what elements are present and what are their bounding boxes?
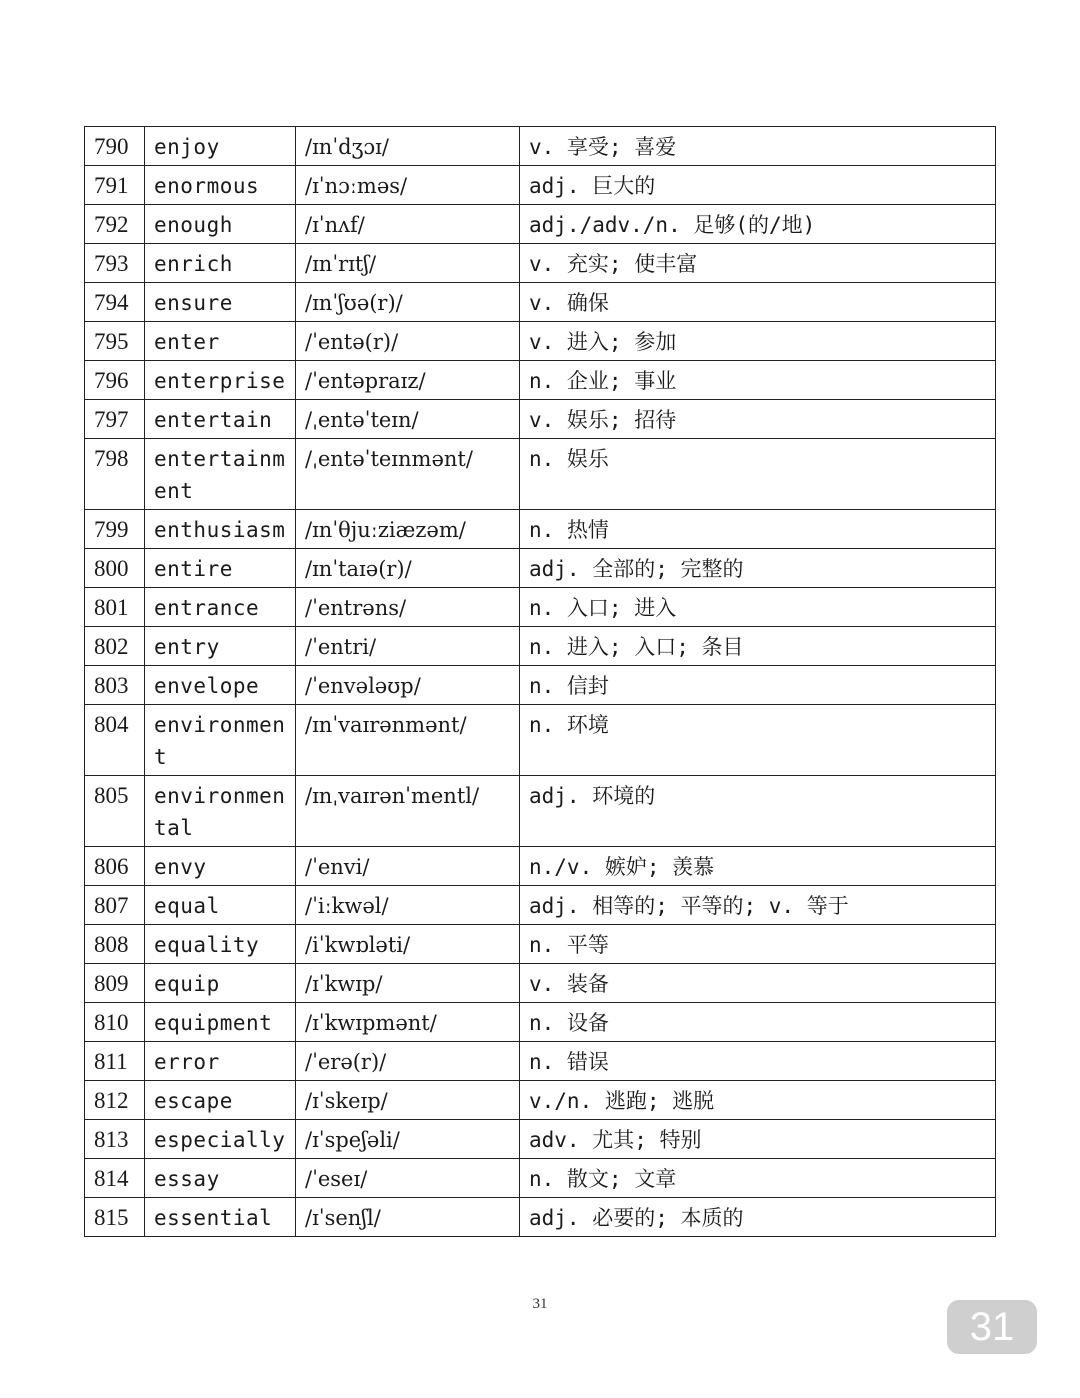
entry-meaning: n. 热情 — [520, 510, 996, 549]
entry-number: 791 — [85, 166, 145, 205]
entry-word: entertainment — [145, 439, 296, 510]
entry-meaning: v. 娱乐; 招待 — [520, 400, 996, 439]
entry-phonetic: /ˈentrəns/ — [296, 588, 520, 627]
entry-number: 794 — [85, 283, 145, 322]
table-row — [85, 776, 996, 847]
entry-meaning: adj. 环境的 — [520, 776, 996, 847]
entry-word: envelope — [145, 666, 296, 705]
entry-word: enough — [145, 205, 296, 244]
entry-number: 810 — [85, 1003, 145, 1042]
entry-number: 797 — [85, 400, 145, 439]
entry-phonetic: /ˌentəˈteɪnmənt/ — [296, 439, 520, 510]
table-row — [85, 666, 996, 705]
entry-meaning: v. 装备 — [520, 964, 996, 1003]
table-row — [85, 1159, 996, 1198]
entry-number: 807 — [85, 886, 145, 925]
table-row — [85, 127, 996, 166]
entry-phonetic: /ɪˈsenʃl/ — [296, 1198, 520, 1237]
entry-word: environment — [145, 705, 296, 776]
entry-word: ensure — [145, 283, 296, 322]
entry-meaning: v./n. 逃跑; 逃脱 — [520, 1081, 996, 1120]
page-number: 31 — [532, 1296, 548, 1312]
entry-meaning: n. 散文; 文章 — [520, 1159, 996, 1198]
table-row — [85, 322, 996, 361]
table-row — [85, 1120, 996, 1159]
entry-meaning: n. 平等 — [520, 925, 996, 964]
table-row — [85, 1081, 996, 1120]
entry-word: essay — [145, 1159, 296, 1198]
table-row — [85, 283, 996, 322]
entry-word: enrich — [145, 244, 296, 283]
entry-phonetic: /ɪnˈrɪtʃ/ — [296, 244, 520, 283]
table-row — [85, 705, 996, 776]
entry-meaning: n. 娱乐 — [520, 439, 996, 510]
table-row — [85, 925, 996, 964]
entry-meaning: adj. 相等的; 平等的; v. 等于 — [520, 886, 996, 925]
entry-number: 804 — [85, 705, 145, 776]
entry-phonetic: /ɪˈskeɪp/ — [296, 1081, 520, 1120]
entry-number: 800 — [85, 549, 145, 588]
entry-number: 812 — [85, 1081, 145, 1120]
entry-word: entry — [145, 627, 296, 666]
entry-word: enterprise — [145, 361, 296, 400]
table-row — [85, 205, 996, 244]
entry-phonetic: /ˈentəpraɪz/ — [296, 361, 520, 400]
entry-phonetic: /ɪˈkwɪp/ — [296, 964, 520, 1003]
entry-phonetic: /ˈentri/ — [296, 627, 520, 666]
table-row — [85, 964, 996, 1003]
entry-number: 790 — [85, 127, 145, 166]
entry-phonetic: /ɪnˈʃʊə(r)/ — [296, 283, 520, 322]
entry-word: entire — [145, 549, 296, 588]
entry-phonetic: /ˈentə(r)/ — [296, 322, 520, 361]
entry-word: equality — [145, 925, 296, 964]
entry-meaning: v. 进入; 参加 — [520, 322, 996, 361]
entry-word: enter — [145, 322, 296, 361]
entry-word: equipment — [145, 1003, 296, 1042]
entry-word: envy — [145, 847, 296, 886]
entry-number: 815 — [85, 1198, 145, 1237]
entry-meaning: adj. 必要的; 本质的 — [520, 1198, 996, 1237]
entry-phonetic: /ˈenvi/ — [296, 847, 520, 886]
entry-meaning: n. 设备 — [520, 1003, 996, 1042]
table-row — [85, 361, 996, 400]
entry-phonetic: /ˈeseɪ/ — [296, 1159, 520, 1198]
entry-meaning: n. 信封 — [520, 666, 996, 705]
table-row — [85, 400, 996, 439]
entry-meaning: adj./adv./n. 足够(的/地) — [520, 205, 996, 244]
entry-word: error — [145, 1042, 296, 1081]
entry-number: 809 — [85, 964, 145, 1003]
table-row — [85, 166, 996, 205]
vocabulary-table — [84, 126, 996, 1237]
entry-meaning: n./v. 嫉妒; 羡慕 — [520, 847, 996, 886]
table-row — [85, 588, 996, 627]
entry-phonetic: /ɪnˈdʒɔɪ/ — [296, 127, 520, 166]
table-row — [85, 244, 996, 283]
table-row — [85, 549, 996, 588]
entry-number: 806 — [85, 847, 145, 886]
entry-number: 801 — [85, 588, 145, 627]
page-badge: 31 — [947, 1300, 1037, 1354]
table-row — [85, 847, 996, 886]
entry-meaning: n. 入口; 进入 — [520, 588, 996, 627]
entry-number: 796 — [85, 361, 145, 400]
entry-word: essential — [145, 1198, 296, 1237]
entry-phonetic: /ɪnˌvaɪrənˈmentl/ — [296, 776, 520, 847]
entry-word: enjoy — [145, 127, 296, 166]
entry-word: especially — [145, 1120, 296, 1159]
table-row — [85, 1042, 996, 1081]
entry-phonetic: /ˈiːkwəl/ — [296, 886, 520, 925]
entry-phonetic: /ˈerə(r)/ — [296, 1042, 520, 1081]
entry-meaning: v. 享受; 喜爱 — [520, 127, 996, 166]
entry-number: 802 — [85, 627, 145, 666]
entry-word: enormous — [145, 166, 296, 205]
table-row — [85, 627, 996, 666]
entry-meaning: n. 错误 — [520, 1042, 996, 1081]
entry-phonetic: /iˈkwɒləti/ — [296, 925, 520, 964]
entry-word: escape — [145, 1081, 296, 1120]
entry-phonetic: /ˈenvələʊp/ — [296, 666, 520, 705]
entry-number: 792 — [85, 205, 145, 244]
entry-phonetic: /ˌentəˈteɪn/ — [296, 400, 520, 439]
entry-meaning: adj. 巨大的 — [520, 166, 996, 205]
entry-number: 813 — [85, 1120, 145, 1159]
entry-phonetic: /ɪˈkwɪpmənt/ — [296, 1003, 520, 1042]
entry-word: entrance — [145, 588, 296, 627]
entry-word: equal — [145, 886, 296, 925]
entry-number: 798 — [85, 439, 145, 510]
entry-word: entertain — [145, 400, 296, 439]
entry-phonetic: /ɪnˈvaɪrənmənt/ — [296, 705, 520, 776]
entry-number: 814 — [85, 1159, 145, 1198]
entry-phonetic: /ɪnˈtaɪə(r)/ — [296, 549, 520, 588]
entry-word: environmental — [145, 776, 296, 847]
entry-number: 793 — [85, 244, 145, 283]
entry-meaning: n. 环境 — [520, 705, 996, 776]
entry-meaning: n. 进入; 入口; 条目 — [520, 627, 996, 666]
entry-meaning: v. 确保 — [520, 283, 996, 322]
table-row — [85, 510, 996, 549]
table-row — [85, 1198, 996, 1237]
entry-meaning: adj. 全部的; 完整的 — [520, 549, 996, 588]
entry-phonetic: /ɪˈnɔːməs/ — [296, 166, 520, 205]
entry-word: equip — [145, 964, 296, 1003]
entry-meaning: adv. 尤其; 特别 — [520, 1120, 996, 1159]
vocabulary-table-body — [85, 127, 996, 1237]
entry-number: 805 — [85, 776, 145, 847]
entry-number: 799 — [85, 510, 145, 549]
table-row — [85, 1003, 996, 1042]
entry-number: 811 — [85, 1042, 145, 1081]
table-row — [85, 886, 996, 925]
entry-phonetic: /ɪˈnʌf/ — [296, 205, 520, 244]
entry-number: 803 — [85, 666, 145, 705]
entry-word: enthusiasm — [145, 510, 296, 549]
entry-meaning: v. 充实; 使丰富 — [520, 244, 996, 283]
entry-phonetic: /ɪˈspeʃəli/ — [296, 1120, 520, 1159]
entry-number: 808 — [85, 925, 145, 964]
entry-phonetic: /ɪnˈθjuːziæzəm/ — [296, 510, 520, 549]
entry-meaning: n. 企业; 事业 — [520, 361, 996, 400]
table-row — [85, 439, 996, 510]
entry-number: 795 — [85, 322, 145, 361]
